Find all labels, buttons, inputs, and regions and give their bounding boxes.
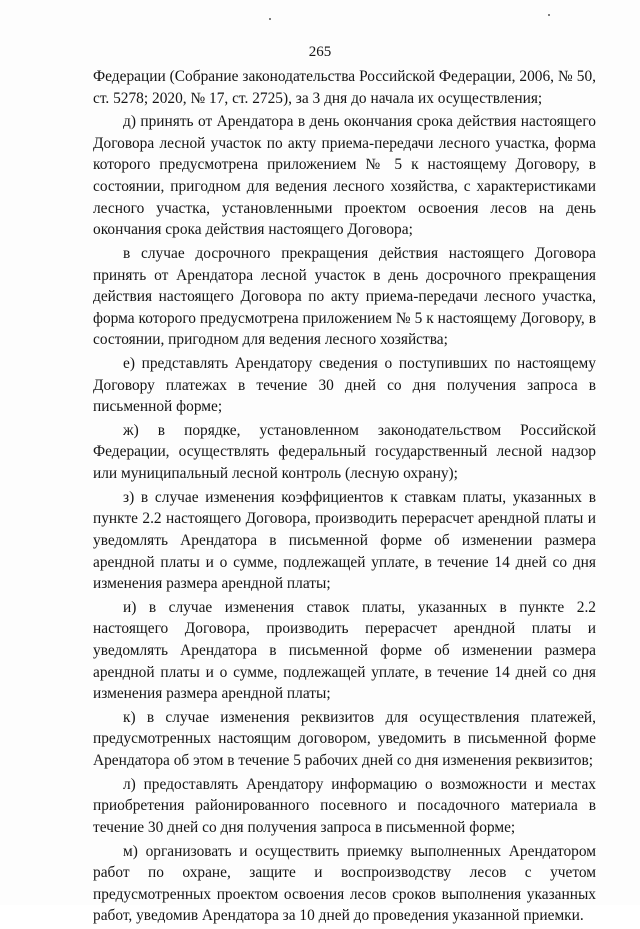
- paragraph-l: л) предоставлять Арендатору информацию о возможности и местах приобретения районированного посевного и посадочного материала в течение 30 дней со дня получения запроса в письменной форме;: [93, 775, 596, 836]
- document-body: [93, 66, 596, 929]
- paragraph-m: м) организовать и осуществить приемку выполненных Арендатором работ по охране, защите и воспроизводству лесов с учетом предусмотренных проектом освоения лесов сроков выполнения указанных работ, уведомив Арендатора за 10 дней до проведения указанной приемки.: [93, 842, 596, 925]
- paragraph-d: д) принять от Арендатора в день окончания срока действия настоящего Договора лесной участок по акту приема-передачи лесного участка, форма которого предусмотрена приложением № 5 к настоящему Договору, в состоянии, пригодном для ведения лесного хозяйства, с характеристиками лесного участка, установленными проектом освоения лесов на день окончания срока действия настоящего Договора;: [93, 113, 596, 239]
- paragraph-k: к) в случае изменения реквизитов для осуществления платежей, предусмотренных настоящим договором, уведомить в письменной форме Арендатора об этом в течение 5 рабочих дней со дня изменения реквизитов;: [93, 708, 596, 770]
- paragraph-continuation: Федерации (Собрание законодательства Российской Федерации, 2006, № 50, ст. 5278; 2020, № 17, ст. 2725), за 3 дня до начала их осуществления;: [93, 68, 596, 107]
- paragraph-early-termination: в случае досрочного прекращения действия настоящего Договора принять от Арендатора лесной участок в день досрочного прекращения действия настоящего Договора по акту приема-передачи лесного участка, форма которого предусмотрена приложением № 5 к настоящему Договору, в состоянии, пригодном для ведения лесного хозяйства;: [93, 244, 596, 349]
- paragraph-i: и) в случае изменения ставок платы, указанных в пункте 2.2 настоящего Договора, производить перерасчет арендной платы и уведомлять Арендатора в письменной форме об изменении размера арендной платы и о сумме, подлежащей уплате, в течение 14 дней со дня изменения размера арендной платы;: [93, 598, 596, 703]
- paragraph-zh: ж) в порядке, установленном законодательством Российской Федерации, осуществлять федеральный государственный лесной надзор или муниципальный лесной контроль (лесную охрану);: [93, 421, 596, 483]
- scan-speck: [269, 18, 271, 20]
- paragraph-z: з) в случае изменения коэффициентов к ставкам платы, указанных в пункте 2.2 настоящего Договора, производить перерасчет арендной платы и уведомлять Арендатора в письменной форме об изменении размера арендной платы и о сумме, подлежащей уплате, в течение 14 дней со дня изменения размера арендной платы;: [93, 488, 596, 593]
- scan-speck: [548, 14, 550, 16]
- page-number: 265: [308, 44, 332, 60]
- paragraph-e: е) представлять Арендатору сведения о поступивших по настоящему Договору платежах в течение 30 дней со дня получения запроса в письменной форме;: [93, 355, 596, 416]
